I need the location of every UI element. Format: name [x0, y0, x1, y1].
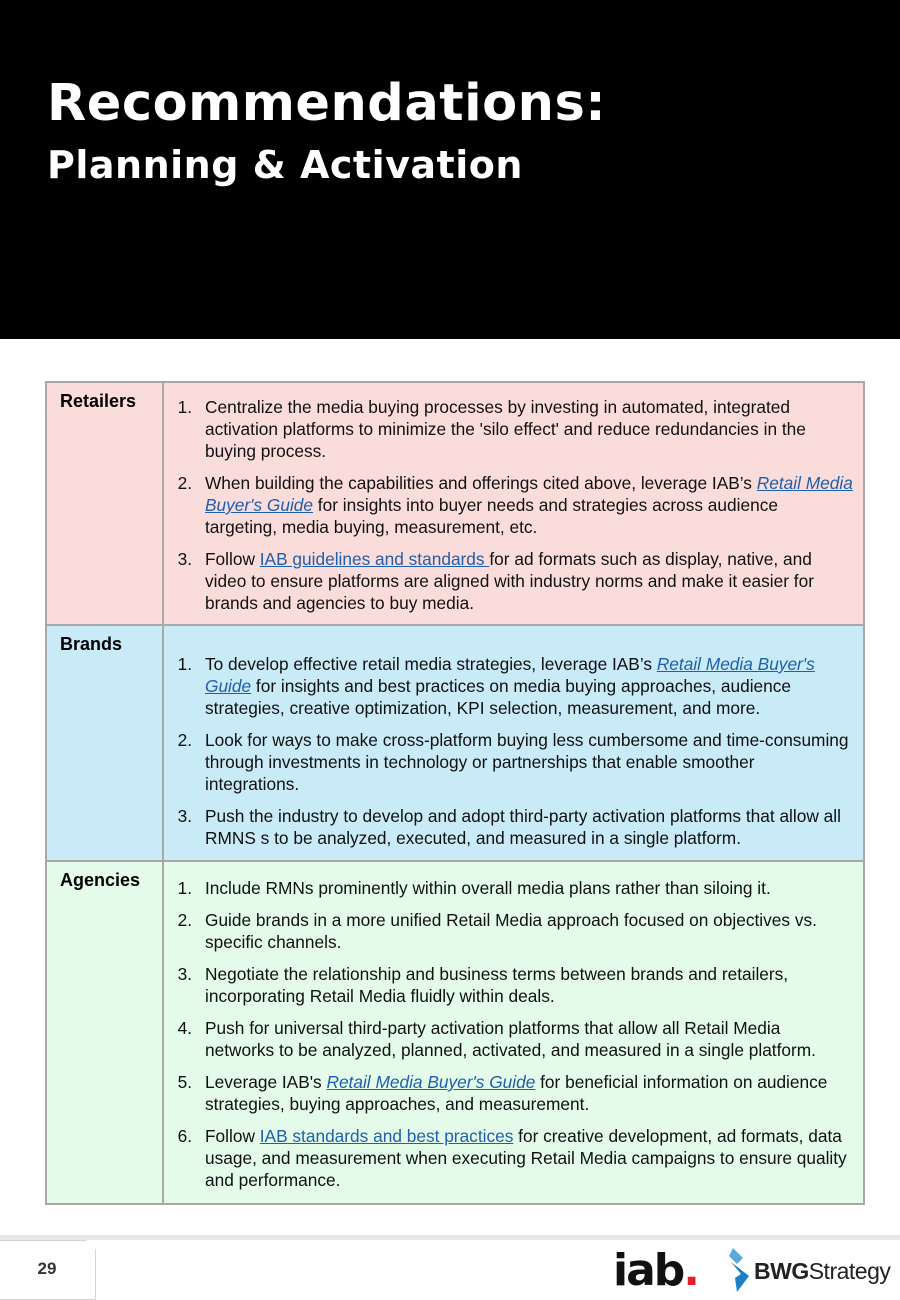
- item-text: Include RMNs prominently within overall media plans rather than siloing it.: [205, 878, 771, 898]
- item-number: 4.: [177, 1018, 192, 1038]
- list-item: [164, 653, 853, 719]
- item-text: Leverage IAB's: [205, 1072, 327, 1092]
- bwg-logo-bold: BWG: [754, 1258, 809, 1284]
- item-text-cont: for ad formats such as display, native, and video to ensure platforms are aligned with industry norms and make it easier for brands and agencies to buy media.: [205, 549, 814, 613]
- item-text: Push the industry to develop and adopt third-party activation platforms that allow all RMNS s to be analyzed, executed, and measured in a single platform.: [205, 806, 841, 848]
- buyers-guide-link[interactable]: Retail Media Buyer's Guide: [205, 654, 815, 696]
- table-row-retailers: [46, 382, 864, 625]
- list-item: [164, 472, 853, 538]
- item-number: 3.: [177, 549, 192, 569]
- list-item: [164, 963, 853, 1007]
- item-text: Centralize the media buying processes by investing in automated, integrated activation platforms to minimize the 'silo effect' and reduce redundancies in the buying process.: [205, 397, 806, 461]
- item-text-cont: for creative development, ad formats, data usage, and measurement when executing Retail Media campaigns to ensure quality and performance.: [205, 1126, 847, 1190]
- item-number: 3.: [177, 964, 192, 984]
- bwg-logo-light: Strategy: [808, 1258, 891, 1284]
- item-text: Follow: [205, 1126, 260, 1146]
- item-number: 1.: [177, 654, 192, 674]
- item-number: 3.: [177, 806, 192, 826]
- item-text: When building the capabilities and offerings cited above, leverage IAB’s: [205, 473, 757, 493]
- row-content-brands: [163, 625, 864, 861]
- page-number: 29: [37, 1259, 57, 1278]
- item-text-cont: for insights into buyer needs and strategies across audience targeting, media buying, measurement, etc.: [205, 495, 778, 537]
- guidelines-standards-link[interactable]: IAB guidelines and standards: [259, 549, 490, 569]
- table-row-brands: [46, 625, 864, 861]
- iab-logo-dot: .: [683, 1245, 698, 1296]
- bwg-strategy-logo: [754, 1258, 890, 1285]
- list-item: [164, 805, 853, 849]
- hero-banner: [0, 0, 900, 339]
- list-item: [164, 548, 853, 614]
- item-number: 2.: [177, 473, 192, 493]
- iab-logo-text: iab: [613, 1245, 684, 1296]
- list-item: [164, 396, 853, 462]
- item-text: Follow: [205, 549, 260, 569]
- buyers-guide-link[interactable]: Retail Media Buyer's Guide: [326, 1072, 536, 1092]
- buyers-guide-link[interactable]: Retail Media Buyer's Guide: [205, 473, 853, 515]
- list-item: [164, 1071, 853, 1115]
- footer-divider: [0, 1235, 900, 1240]
- item-number: 1.: [177, 397, 192, 417]
- recommendations-table: [45, 381, 865, 1205]
- list-item: [164, 1017, 853, 1061]
- list-item: [164, 729, 853, 795]
- row-content-agencies: [163, 861, 864, 1204]
- item-text: Negotiate the relationship and business terms between brands and retailers, incorporating Retail Media fluidly within deals.: [205, 964, 789, 1006]
- item-number: 2.: [177, 910, 192, 930]
- list-item: [164, 877, 853, 899]
- page-subtitle: Planning & Activation: [47, 143, 523, 187]
- table-row-agencies: [46, 861, 864, 1204]
- item-text-cont: for beneficial information on audience strategies, buying approaches, and measurement.: [205, 1072, 828, 1114]
- list-item: [164, 1125, 853, 1191]
- iab-logo: [613, 1246, 698, 1296]
- item-text: Look for ways to make cross-platform buying less cumbersome and time-consuming through investments in technology or partnerships that enable smoother integrations.: [205, 730, 849, 794]
- item-text: To develop effective retail media strategies, leverage IAB’s: [205, 654, 657, 674]
- item-number: 5.: [177, 1072, 192, 1092]
- row-label-retailers: Retailers: [46, 382, 163, 625]
- item-number: 6.: [177, 1126, 192, 1146]
- page-title: Recommendations:: [47, 74, 607, 133]
- row-label-brands: Brands: [46, 625, 163, 861]
- standards-best-practices-link[interactable]: IAB standards and best practices: [259, 1126, 514, 1146]
- item-number: 1.: [177, 878, 192, 898]
- row-content-retailers: [163, 382, 864, 625]
- item-number: 2.: [177, 730, 192, 750]
- row-label-agencies: Agencies: [46, 861, 163, 1204]
- item-text-cont: for insights and best practices on media buying approaches, audience strategies, creative optimization, KPI selection, measurement, and more.: [205, 676, 792, 718]
- item-text: Guide brands in a more unified Retail Media approach focused on objectives vs. specific channels.: [205, 910, 817, 952]
- list-item: [164, 909, 853, 953]
- item-text: Push for universal third-party activation platforms that allow all Retail Media networks to be analyzed, planned, activated, and measured in a single platform.: [205, 1018, 816, 1060]
- bwg-mark-icon: [727, 1248, 751, 1292]
